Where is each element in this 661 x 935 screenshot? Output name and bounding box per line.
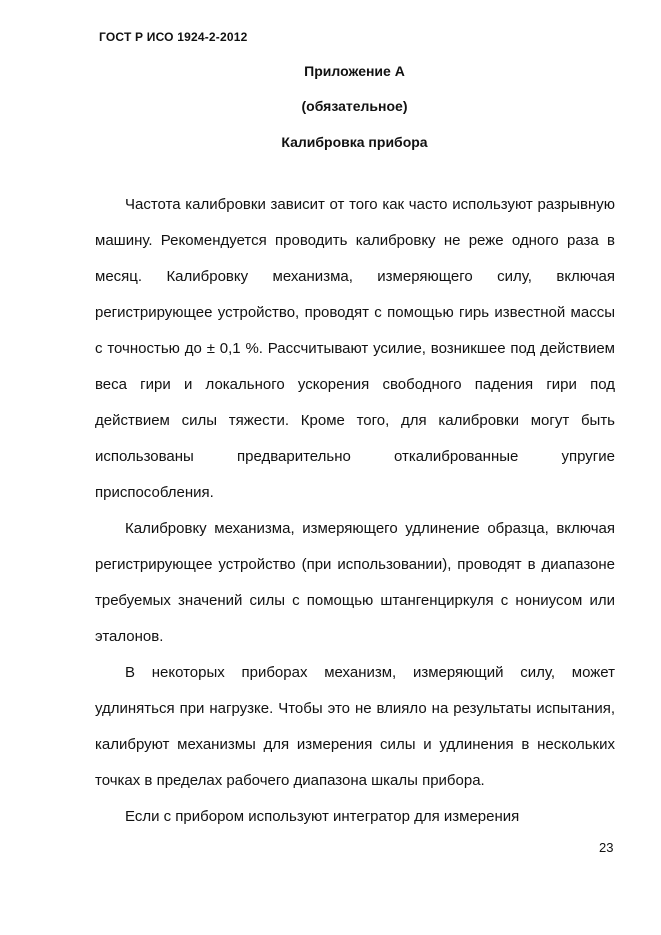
- body-text: [95, 187, 615, 835]
- paragraph-3: В некоторых приборах механизм, измеряющий силу, может удлиняться при нагрузке. Чтобы это не влияло на результаты испытания, калибруют механизмы для измерения силы и удлинения в нескольких точках в пределах рабочего диапазона шкалы прибора.: [95, 664, 615, 789]
- paragraph-4: Если с прибором используют интегратор для измерения: [125, 808, 520, 825]
- appendix-status: (обязательное): [301, 98, 408, 114]
- paragraph-1: Частота калибровки зависит от того как часто используют разрывную машину. Рекомендуется проводить калибровку не реже одного раза в месяц. Калибровку механизма, измеряющего силу, включая регистрирующее устройство, проводят с помощью гирь известной массы с точностью до ± 0,1 %. Рассчитывают усилие, возникшее под действием веса гири и локального ускорения свободного падения гири под действием силы тяжести. Кроме того, для калибровки могут быть использованы предварительно откалиброванные упругие приспособления.: [95, 196, 615, 501]
- paragraph-2: Калибровку механизма, измеряющего удлинение образца, включая регистрирующее устройство (при использовании), проводят в диапазоне требуемых значений силы с помощью штангенциркуля с нониусом или эталонов.: [95, 520, 615, 645]
- document-code: ГОСТ Р ИСО 1924-2-2012: [99, 30, 248, 44]
- appendix-heading: Калибровка прибора: [281, 134, 428, 150]
- appendix-title: Приложение А: [304, 63, 405, 79]
- page-number: 23: [599, 840, 614, 855]
